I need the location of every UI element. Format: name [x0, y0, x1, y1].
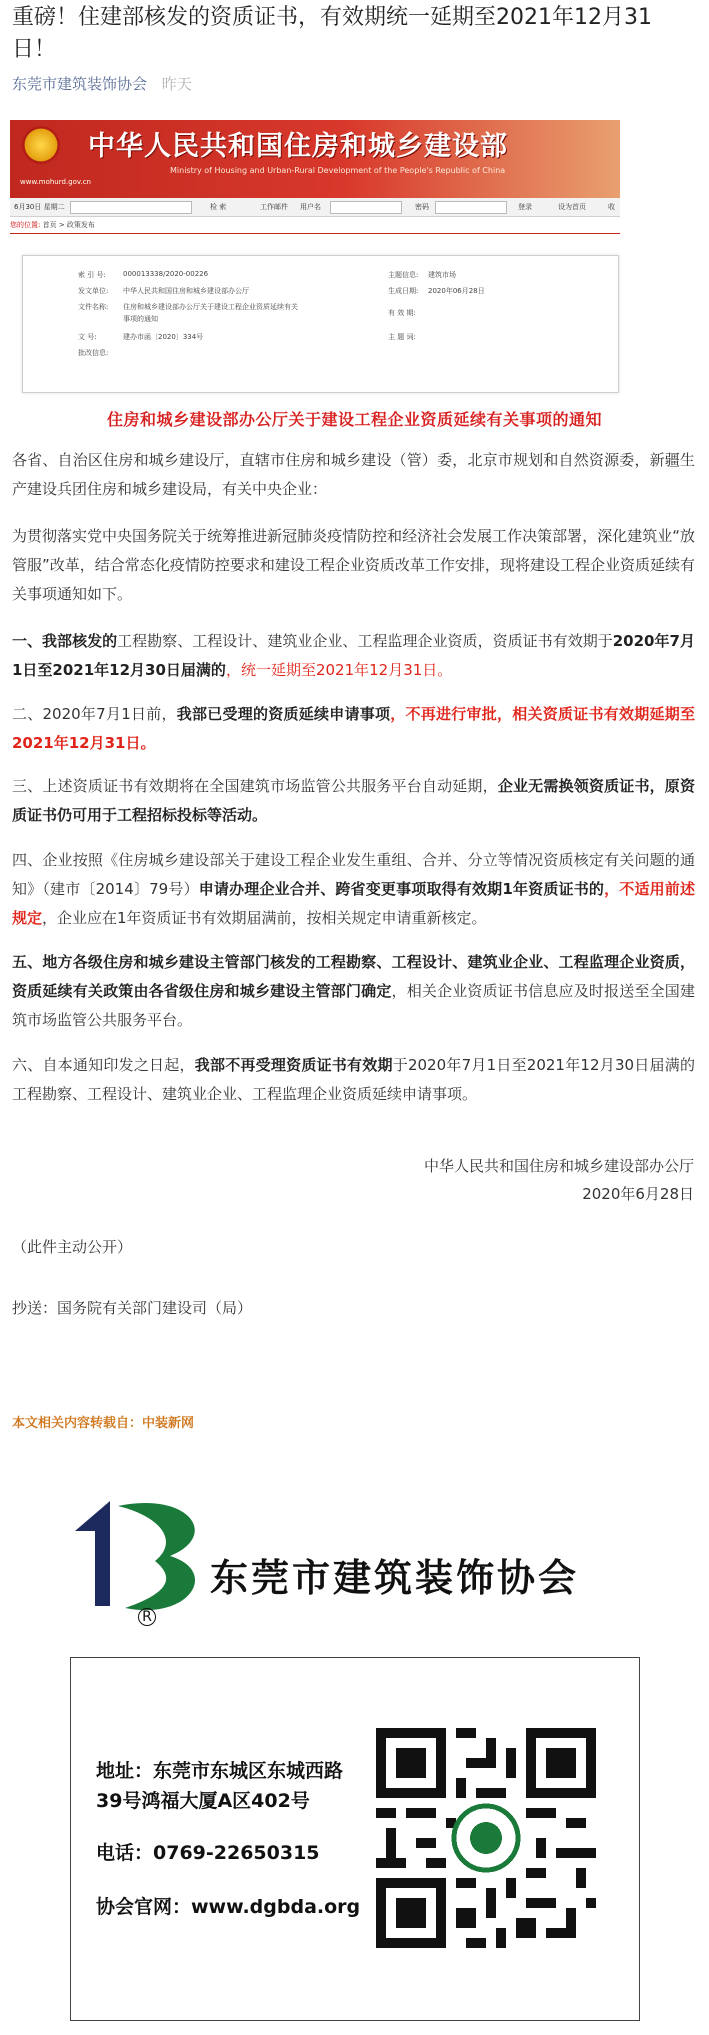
name-value-1: 住房和城乡建设部办公厅关于建设工程企业资质延续有关 [123, 303, 298, 311]
username-label: 用户名 [300, 203, 321, 211]
topic-value: 建筑市场 [428, 271, 456, 279]
gen-date-label: 生成日期: [388, 287, 419, 295]
banner-title: 中华人民共和国住房和城乡建设部 [88, 131, 508, 162]
favorite-link: 收 [608, 203, 615, 211]
breadcrumb [10, 220, 95, 230]
document-info-box [22, 255, 619, 393]
address-line-2: 39号鸿福大厦A区402号 [96, 1790, 310, 1812]
ministry-banner [10, 120, 620, 198]
item-1-range: 2020年7月1日至2021年12月30日届满的 [12, 632, 695, 679]
workflow-label: 工作邮件 [260, 203, 288, 211]
doc-no-label: 文 号: [78, 333, 97, 341]
ministry-website-screenshot [10, 120, 620, 395]
name-label: 文件名称: [78, 303, 109, 311]
item-6-no-accept: 我部不再受理资质证书有效期 [194, 1056, 393, 1074]
gen-date-value: 2020年06月28日 [428, 287, 485, 295]
item-2-extension: ，不再进行审批，相关资质证书有效期延期至2021年12月31日。 [12, 705, 695, 752]
source-note: 本文相关内容转载自：中装新网 [12, 1416, 195, 1431]
item-4-exception: ，不适用前述规定 [12, 880, 695, 927]
username-input [330, 201, 402, 214]
index-label: 索 引 号: [78, 271, 106, 279]
national-emblem-icon [22, 126, 60, 164]
item-2-lead: 二、2020年7月1日前， [12, 705, 177, 723]
index-value: 000013338/2020-00226 [123, 270, 209, 278]
publish-date: 昨天 [161, 75, 192, 93]
paragraph-item-2 [12, 700, 695, 758]
paragraph-item-3 [12, 772, 695, 830]
article-meta [12, 73, 192, 94]
item-3-lead: 三、上述资质证书有效期将在全国建筑市场监管公共服务平台自动延期， [12, 777, 498, 795]
item-5-tail: ，相关企业资质证书信息应及时报送至全国建筑市场监管公共服务平台。 [12, 982, 695, 1029]
site-toolbar [10, 198, 620, 217]
site-search-button: 检 索 [210, 203, 227, 211]
item-6-tail: 于2020年7月1日至2021年12月30日届满的工程勘察、工程设计、建筑业企业、工程监理企业资质延续申请事项。 [12, 1056, 695, 1103]
paragraph-item-4 [12, 846, 695, 933]
paragraph-item-6 [12, 1051, 695, 1109]
breadcrumb-divider [10, 233, 620, 234]
issuer-label: 发文单位: [78, 287, 109, 295]
breadcrumb-path: 首页 > 政策发布 [42, 221, 95, 229]
issuer-value: 中华人民共和国住房和城乡建设部办公厅 [123, 287, 249, 295]
doc-no-value: 建办市函〔2020〕334号 [123, 333, 204, 341]
item-4-merger: 申请办理企业合并、跨省变更事项取得有效期1年资质证书的 [198, 880, 605, 898]
public-note: （此件主动公开） [12, 1238, 133, 1256]
qr-code-icon [376, 1728, 596, 1948]
account-link[interactable]: 东莞市建筑装饰协会 [12, 75, 148, 93]
item-4-tail: ，企业应在1年资质证书有效期届满前，按相关规定申请重新核定。 [42, 909, 487, 927]
item-4-lead: 四、企业按照《住房城乡建设部关于建设工程企业发生重组、合并、分立等情况资质核定有关问题的通知》（建市〔2014〕79号） [12, 851, 695, 898]
item-3-no-replacement: 企业无需换领资质证书，原资质证书仍可用于工程招标投标等活动。 [12, 777, 695, 824]
item-1-lead: 一、我部核发的 [12, 632, 118, 650]
article-title: 重磅！住建部核发的资质证书，有效期统一延期至2021年12月31日！ [12, 5, 652, 62]
site-search-input [70, 201, 192, 214]
banner-subtitle: Ministry of Housing and Urban-Rural Development of the People's Republic of China [170, 166, 506, 175]
keywords-label: 主 题 词: [388, 333, 416, 341]
homepage-link: 设为首页 [558, 203, 586, 211]
address-line-1: 地址：东莞市东城区东城西路 [96, 1760, 344, 1782]
signature-date: 2020年6月28日 [582, 1185, 694, 1203]
banner-url: www.mohurd.gov.cn [20, 178, 91, 186]
password-input [435, 201, 507, 214]
item-2-accepted: 我部已受理的资质延续申请事项 [176, 705, 391, 723]
notice-title: 住房和城乡建设部办公厅关于建设工程企业资质延续有关事项的通知 [106, 410, 602, 429]
topic-label: 主题信息: [388, 271, 419, 279]
cc-note: 抄送：国务院有关部门建设司（局） [12, 1299, 253, 1317]
paragraph-item-1 [12, 627, 695, 685]
website-line[interactable]: 协会官网：www.dgbda.org [96, 1896, 361, 1918]
contact-card [70, 1657, 640, 2021]
phone-line: 电话：0769-22650315 [96, 1842, 320, 1864]
signature-org: 中华人民共和国住房和城乡建设部办公厅 [423, 1157, 694, 1175]
paragraph-intro: 为贯彻落实党中央国务院关于统筹推进新冠肺炎疫情防控和经济社会发展工作决策部署，深化建筑业“放管服”改革，结合常态化疫情防控要求和建设工程企业资质改革工作安排，现将建设工程企业资质延续有关事项通知如下。 [12, 527, 695, 603]
breadcrumb-label: 您的位置: [10, 221, 41, 229]
registered-mark-icon: R [138, 1608, 156, 1626]
paragraph-addressees: 各省、自治区住房和城乡建设厅，直辖市住房和城乡建设（管）委，北京市规划和自然资源委，新疆生产建设兵团住房和城乡建设局，有关中央企业： [12, 451, 695, 498]
password-label: 密码 [415, 203, 429, 211]
toolbar-date: 6月30日 星期二 [14, 203, 65, 211]
item-1-body: 工程勘察、工程设计、建筑业企业、工程监理企业资质，资质证书有效期于 [117, 632, 613, 650]
login-button: 登录 [518, 203, 532, 211]
item-1-extension: ，统一延期至2021年12月31日。 [225, 661, 453, 679]
name-value-2: 事项的通知 [123, 315, 158, 323]
item-6-lead: 六、自本通知印发之日起， [12, 1056, 195, 1074]
valid-label: 有 效 期: [388, 309, 416, 317]
notes-label: 批改信息: [78, 349, 109, 357]
association-name: 东莞市建筑装饰协会 [210, 1556, 580, 1600]
paragraph-item-5 [12, 948, 695, 1035]
item-5-lead: 五、地方各级住房和城乡建设主管部门核发的工程勘察、工程设计、建筑业企业、工程监理企业资质，资质延续有关政策由各省级住房和城乡建设主管部门确定 [12, 953, 695, 1000]
signature-block [424, 1152, 694, 1208]
